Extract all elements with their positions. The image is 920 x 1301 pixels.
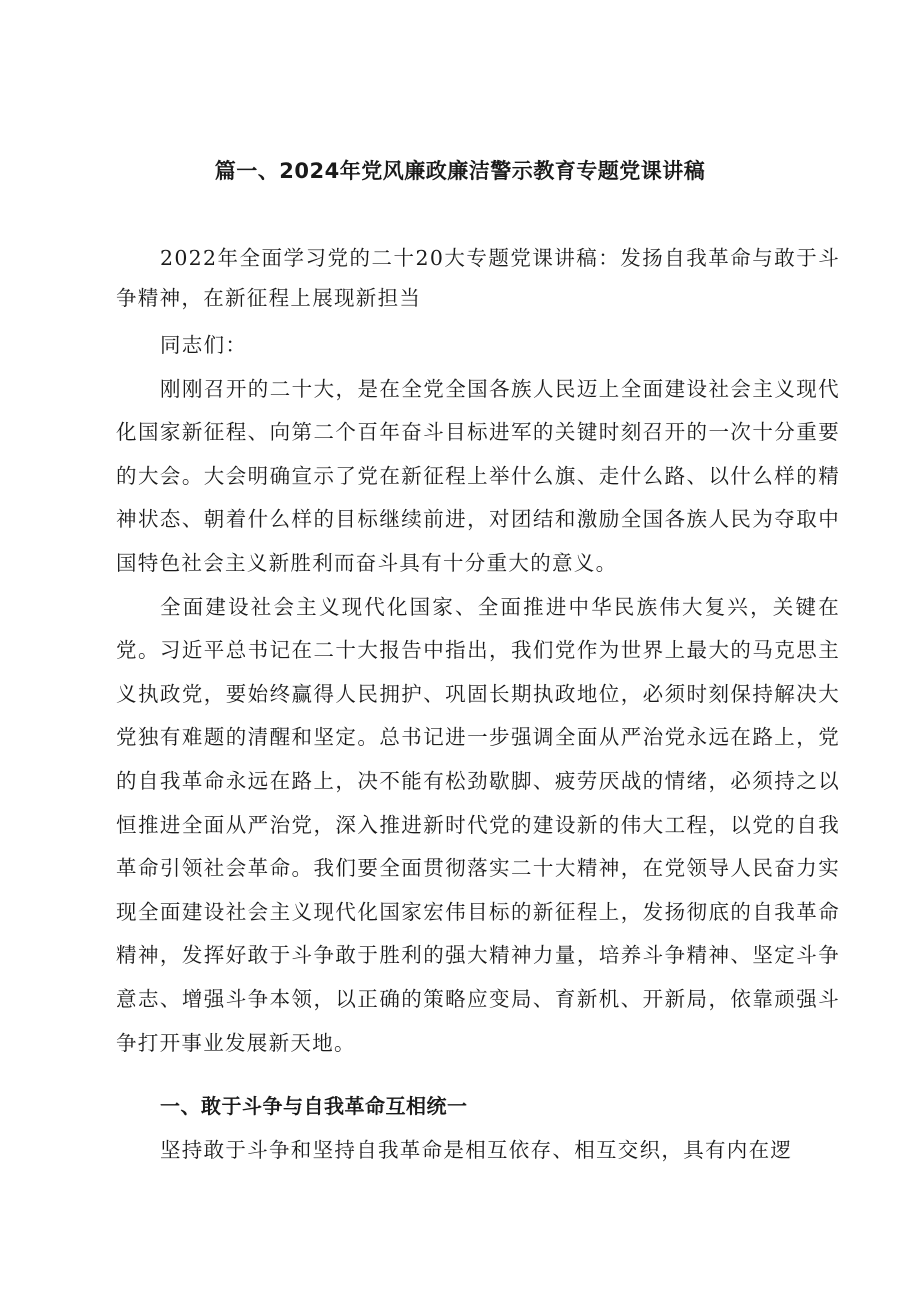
body-paragraph: 全面建设社会主义现代化国家、全面推进中华民族伟大复兴，关键在党。习近平总书记在二十大报告中指出，我们党作为世界上最大的马克思主义执政党，要始终赢得人民拥护、巩固长期执政地位，必须时刻保持解决大党独有难题的清醒和坚定。总书记进一步强调全面从严治党永远在路上，党的自我革命永远在路上，决不能有松劲歇脚、疲劳厌战的情绪，必须持之以恒推进全面从严治党，深入推进新时代党的建设新的伟大工程，以党的自我革命引领社会革命。我们要全面贯彻落实二十大精神，在党领导人民奋力实现全面建设社会主义现代化国家宏伟目标的新征程上，发扬彻底的自我革命精神，发挥好敢于斗争敢于胜利的强大精神力量，培养斗争精神、坚定斗争意志、增强斗争本领，以正确的策略应变局、育新机、开新局，依靠顽强斗争打开事业发展新天地。 [116,594,840,1055]
section-heading: 一、敢于斗争与自我革命互相统一 [160,1094,468,1119]
document-title: 篇一、2024年党风廉政廉洁警示教育专题党课讲稿 [214,159,706,183]
intro-paragraph: 2022年全面学习党的二十20大专题党课讲稿：发扬自我革命与敢于斗争精神，在新征程上展现新担当 [116,246,840,310]
greeting: 同志们： [160,333,248,357]
document-body [116,238,840,1173]
body-paragraph: 刚刚召开的二十大，是在全党全国各族人民迈上全面建设社会主义现代化国家新征程、向第二个百年奋斗目标进军的关键时刻召开的一次十分重要的大会。大会明确宣示了党在新征程上举什么旗、走什么路、以什么样的精神状态、朝着什么样的目标继续前进，对团结和激励全国各族人民为夺取中国特色社会主义新胜利而奋斗具有十分重大的意义。 [116,376,840,575]
section-paragraph: 坚持敢于斗争和坚持自我革命是相互依存、相互交织，具有内在逻 [160,1138,793,1163]
